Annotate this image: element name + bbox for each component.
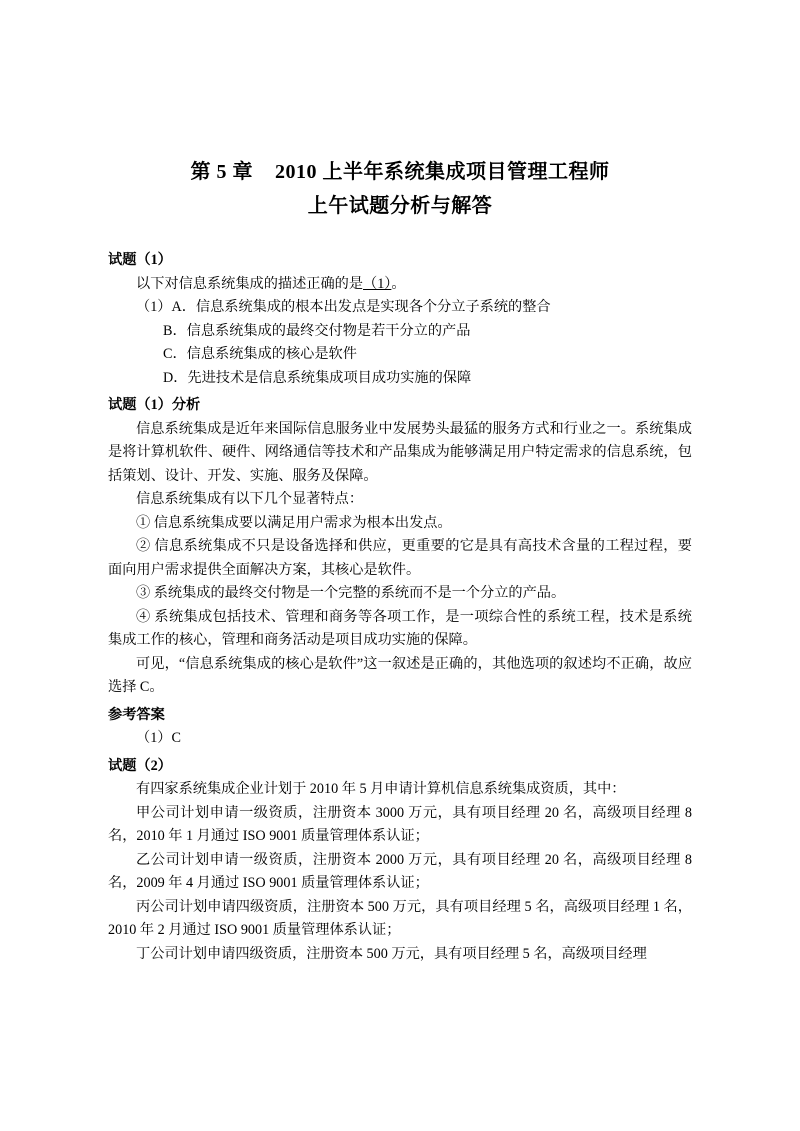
question-paragraph: 丙公司计划申请四级资质，注册资本 500 万元，具有项目经理 5 名，高级项目经理 1 名，2010 年 2 月通过 ISO 9001 质量管理体系认证；	[108, 898, 692, 938]
question-paragraph: 乙公司计划申请一级资质，注册资本 2000 万元，具有项目经理 20 名，高级项目经理 8 名，2009 年 4 月通过 ISO 9001 质量管理体系认证；	[108, 851, 692, 891]
answer-blank: （1）	[363, 275, 392, 292]
analysis-paragraph: ② 信息系统集成不只是设备选择和供应，更重要的它是具有高技术含量的工程过程，要面向用户需求提供全面解决方案，其核心是软件。	[108, 538, 692, 578]
question-paragraph: 丁公司计划申请四级资质，注册资本 500 万元，具有项目经理 5 名，高级项目经理	[136, 945, 647, 962]
question-paragraph: 甲公司计划申请一级资质，注册资本 3000 万元，具有项目经理 20 名，高级项目经理 8 名，2010 年 1 月通过 ISO 9001 质量管理体系认证；	[108, 804, 692, 844]
section-label: 参考答案	[108, 706, 165, 723]
question-stem-after: 。	[391, 275, 406, 292]
option-c: C．信息系统集成的核心是软件	[163, 346, 357, 362]
analysis-paragraph: 信息系统集成有以下几个显著特点：	[136, 491, 364, 507]
document-body	[108, 249, 692, 966]
analysis-paragraph: ① 信息系统集成要以满足用户需求为根本出发点。	[136, 514, 452, 531]
option-a: （1）A．信息系统集成的根本出发点是实现各个分立子系统的整合	[136, 299, 551, 315]
section-label: 试题（2）	[108, 757, 172, 774]
reference-answer: （1）C	[136, 730, 181, 746]
question-stem-before: 以下对信息系统集成的描述正确的是	[136, 275, 364, 292]
analysis-paragraph: ③ 系统集成的最终交付物是一个完整的系统而不是一个分立的产品。	[136, 585, 566, 601]
option-d: D．先进技术是信息系统集成项目成功实施的保障	[163, 369, 472, 386]
page-title	[108, 155, 692, 223]
question-stem	[108, 273, 692, 297]
analysis-paragraph: 可见，“信息系统集成的核心是软件”这一叙述是正确的，其他选项的叙述均不正确，故应选择 C。	[108, 655, 692, 695]
option-b: B．信息系统集成的最终交付物是若干分立的产品	[163, 322, 471, 339]
section-label: 试题（1）	[108, 252, 172, 268]
question-paragraph: 有四家系统集成企业计划于 2010 年 5 月申请计算机信息系统集成资质，其中：	[136, 781, 626, 797]
title-line-1: 第 5 章 2010 上半年系统集成项目管理工程师	[190, 161, 610, 183]
title-line-2: 上午试题分析与解答	[307, 195, 493, 217]
analysis-paragraph: 信息系统集成是近年来国际信息服务业中发展势头最猛的服务方式和行业之一。系统集成是将计算机软件、硬件、网络通信等技术和产品集成为能够满足用户特定需求的信息系统，包括策划、设计、开发、实施、服务及保障。	[108, 420, 692, 484]
section-label: 试题（1）分析	[108, 397, 201, 413]
analysis-paragraph: ④ 系统集成包括技术、管理和商务等各项工作，是一项综合性的系统工程，技术是系统集成工作的核心，管理和商务活动是项目成功实施的保障。	[108, 608, 692, 648]
